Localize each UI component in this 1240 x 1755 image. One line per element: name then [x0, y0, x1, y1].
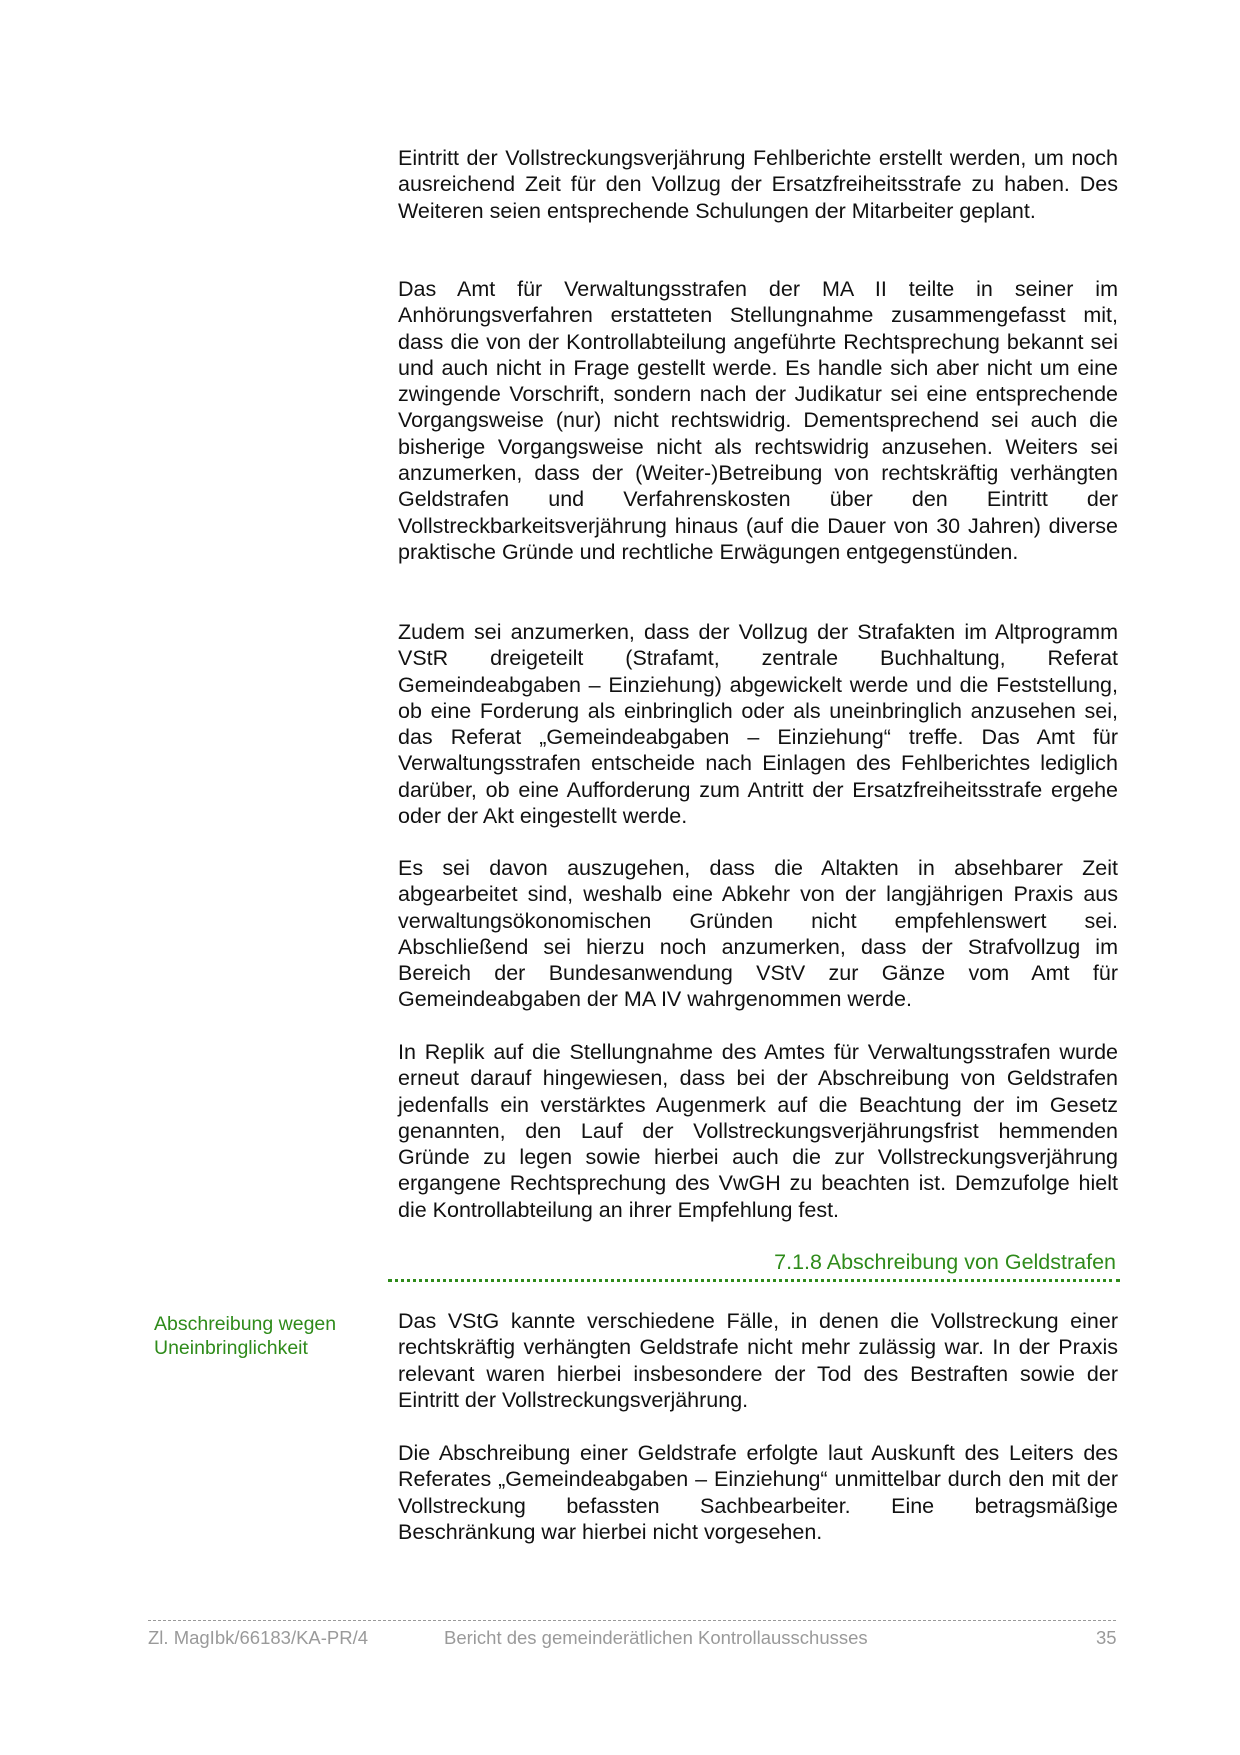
paragraph-abschreibung: Die Abschreibung einer Geldstrafe erfolgte laut Auskunft des Leiters des Referates „Gemeindeabgaben – Einziehung“ unmittelbar durch den mit der Vollstreckung befassten Sachbearbeiter. Eine betragsmäßige Beschränkung war hierbei nicht vorgesehen. [398, 1441, 1118, 1544]
footer-title: Bericht des gemeinderätlichen Kontrollausschusses [444, 1627, 868, 1648]
paragraph-vstg: Das VStG kannte verschiedene Fälle, in denen die Vollstreckung einer rechtskräftig verhängten Geldstrafe nicht mehr zulässig war. In der Praxis relevant waren hierbei insbesondere der Tod des Bestraften sowie der Eintritt der Vollstreckungsverjährung. [398, 1309, 1118, 1412]
footer-dashed-rule [148, 1620, 1116, 1621]
section-heading: 7.1.8 Abschreibung von Geldstrafen [774, 1250, 1116, 1274]
margin-note-line-1: Abschreibung wegen [154, 1313, 337, 1335]
footer-reference: Zl. MagIbk/66183/KA-PR/4 [148, 1627, 369, 1648]
margin-note [154, 1312, 364, 1360]
section-heading-block [388, 1249, 1120, 1282]
paragraph-altakten: Es sei davon auszugehen, dass die Altakten in absehbarer Zeit abgearbeitet sind, weshalb eine Abkehr von der langjährigen Praxis aus verwaltungsökonomischen Gründen nicht empfehlenswert sei. Abschließend sei hierzu noch anzumerken, dass der Strafvollzug im Bereich der Bundesanwendung VStV zur Gänze vom Amt für Gemeindeabgaben der MA IV wahrgenommen werde. [398, 856, 1118, 1012]
paragraph-replik: In Replik auf die Stellungnahme des Amtes für Verwaltungsstrafen wurde erneut darauf hingewiesen, dass bei der Abschreibung von Geldstrafen jedenfalls ein verstärktes Augenmerk auf die Beachtung der im Gesetz genannten, den Lauf der Vollstreckungsverjährungsfrist hemmenden Gründe zu legen sowie hierbei auch die zur Vollstreckungsverjährung ergangene Rechtsprechung des VwGH zu beachten ist. Demzufolge hielt die Kontrollabteilung an ihrer Empfehlung fest. [398, 1040, 1118, 1222]
margin-note-line-2: Uneinbringlichkeit [154, 1337, 308, 1359]
paragraph-intro: Eintritt der Vollstreckungsverjährung Fehlberichte erstellt werden, um noch ausreichend Zeit für den Vollzug der Ersatzfreiheitsstrafe zu haben. Des Weiteren seien entsprechende Schulungen der Mitarbeiter geplant. [398, 146, 1118, 223]
paragraph-stellungnahme: Das Amt für Verwaltungsstrafen der MA II teilte in seiner im Anhörungsverfahren erstatteten Stellungnahme zusammengefasst mit, dass die von der Kontrollabteilung angeführte Rechtsprechung bekannt sei und auch nicht in Frage gestellt werde. Es handle sich aber nicht um eine zwingende Vorschrift, sondern nach der Judikatur sei eine entsprechende Vorgangsweise (nur) nicht rechtswidrig. Dementsprechend sei auch die bisherige Vorgangsweise nicht als rechtswidrig anzusehen. Weiters sei anzumerken, dass der (Weiter-)Betreibung von rechtskräftig verhängten Geldstrafen und Verfahrenskosten über den Eintritt der Vollstreckbarkeitsverjährung hinaus (auf die Dauer von 30 Jahren) diverse praktische Gründe und rechtliche Erwägungen entgegenstünden. [398, 277, 1118, 564]
section-heading-dotted-rule [388, 1279, 1120, 1282]
paragraph-vollzug: Zudem sei anzumerken, dass der Vollzug der Strafakten im Altprogramm VStR dreigeteilt (Strafamt, zentrale Buchhaltung, Referat Gemeindeabgaben – Einziehung) abgewickelt werde und die Feststellung, ob eine Forderung als einbringlich oder als uneinbringlich anzusehen sei, das Referat „Gemeindeabgaben – Einziehung“ treffe. Das Amt für Verwaltungsstrafen entscheide nach Einlagen des Fehlberichtes lediglich darüber, ob eine Aufforderung zum Antritt der Ersatzfreiheitsstrafe ergehe oder der Akt eingestellt werde. [398, 620, 1118, 829]
footer-page-number: 35 [1096, 1627, 1117, 1648]
